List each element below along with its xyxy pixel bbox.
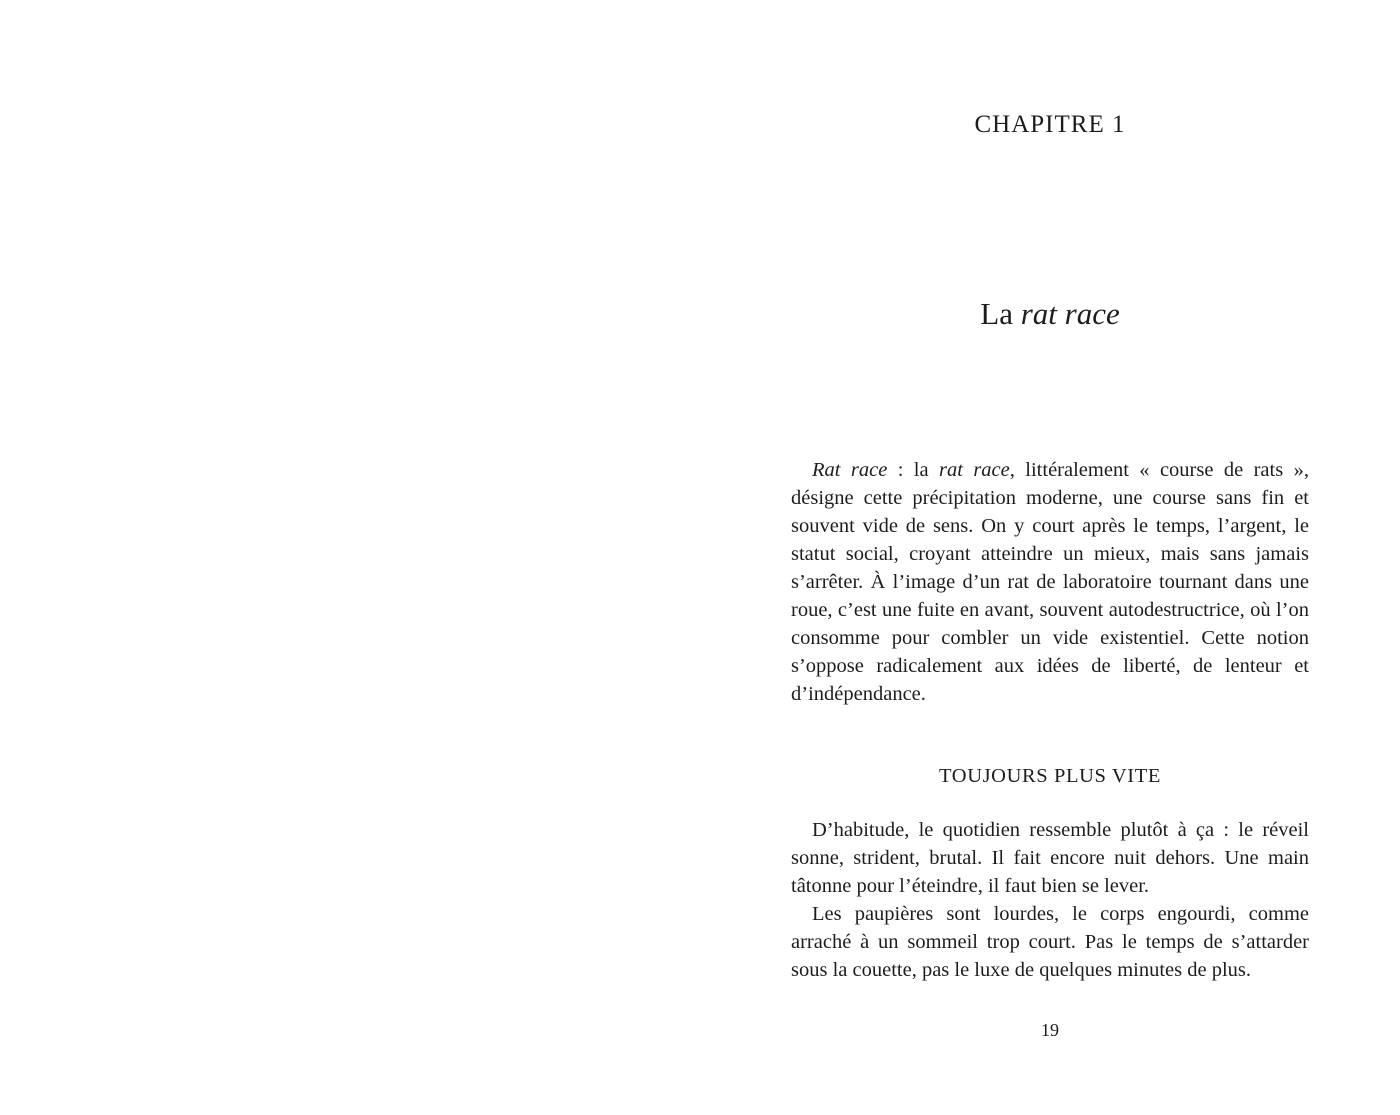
definition-block	[791, 456, 1309, 708]
definition-text: , littéralement « course de rats », désigne cette précipitation moderne, une course sans fin et souvent vide de sens. On y court après le temps, l’argent, le statut social, croyant atteindre un mieux, mais sans jamais s’arrêter. À l’image d’un rat de laboratoire tournant dans une roue, c’est une fuite en avant, souvent autodestructrice, où l’on consomme pour combler un vide existentiel. Cette notion s’oppose radicalement aux idées de liberté, de lenteur et d’indépendance.	[791, 459, 1309, 705]
chapter-title-prefix: La	[980, 296, 1021, 331]
body-paragraph-2: Les paupières sont lourdes, le corps engourdi, comme arraché à un sommeil trop court. Pas le temps de s’attarder sous la couette, pas le luxe de quelques minutes de plus.	[791, 903, 1309, 981]
page-number: 19	[1041, 1020, 1059, 1040]
body-paragraph-1: D’habitude, le quotidien ressemble plutôt à ça : le réveil sonne, strident, brutal. Il fait encore nuit dehors. Une main tâtonne pour l’éteindre, il faut bien se lever.	[791, 819, 1309, 897]
chapter-title-italic: rat race	[1020, 296, 1120, 331]
body-text	[791, 816, 1309, 984]
chapter-title	[790, 294, 1310, 334]
definition-after-term: : la	[887, 459, 939, 481]
definition-term-again: rat race	[939, 459, 1010, 481]
chapter-label: CHAPITRE 1	[974, 111, 1126, 138]
right-page	[700, 0, 1400, 1115]
definition-paragraph	[791, 456, 1309, 708]
section-heading: TOUJOURS PLUS VITE	[939, 765, 1161, 787]
definition-term: Rat race	[812, 459, 888, 481]
